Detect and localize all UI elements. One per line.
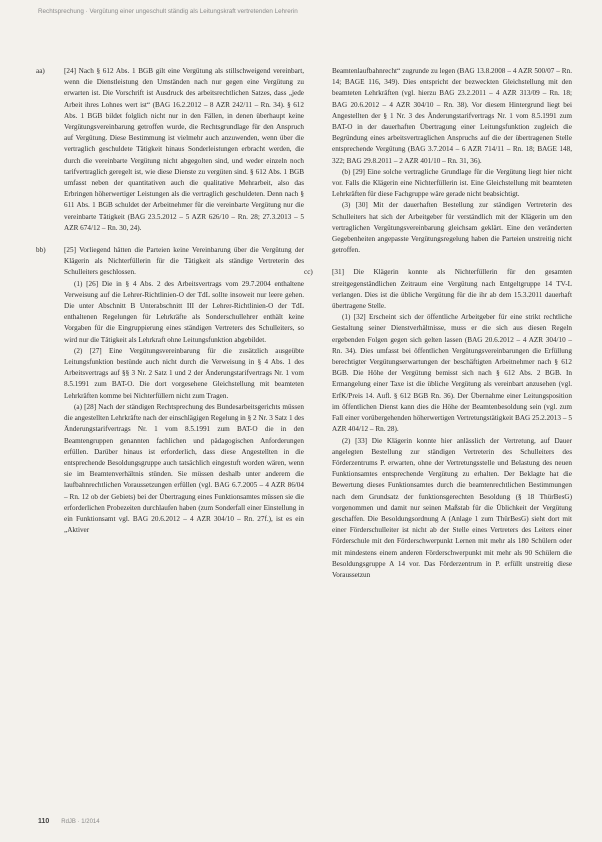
right-column	[304, 66, 572, 581]
section-label: aa)	[36, 67, 45, 75]
page-number: 110	[38, 818, 50, 825]
paragraph: Beamtenlaufbahnrecht“ zugrunde zu legen (BAG 13.8.2008 – 4 AZR 500/07 – Rn. 14; BAGE 116, 349). Dies entspricht der bezweckten Gleichstellung mit den beamteten Lehrkräften (vgl. hierzu BAG 23.2.2011 – 4 AZR 313/09 – Rn. 18; BAG 20.6.2012 – 4 AZR 304/10 – Rn. 38). Vor diesem Hintergrund liegt bei Angestellten der § 1 Nr. 3 des Änderungstarifvertrags Nr. 1 vom 8.5.1991 zum BAT-O in der dauerhaften Übertragung einer Leitungsfunktion zugleich die Begründung eines arbeitsvertraglichen Anspruchs auf die der übertragenen Stelle entsprechende Vergütung (BAG 3.7.2014 – 6 AZR 714/11 – Rn. 18; BAGE 148, 322; BAG 29.8.2011 – 2 AZR 401/10 – Rn. 31, 36).	[332, 67, 572, 165]
paragraph: (2) [33] Die Klägerin konnte hier anlässlich der Vertretung, auf Dauer angelegten Bestellung zur ständigen Vertreterin des Schulleiters des Förderzentrums P. erwarten, ohne der Vertretungsstelle und Belastung des neuen Funktionsamtes entsprechende Vergütung zu erhalten. Der Beklagte hat die Bewertung dieses Funktionsamtes durch die beamtenrechtlichen Bestimmungen nach dem Grundsatz der funktionsgerechten Besoldung (§ 18 ThürBesG) vorgenommen und damit nur seinen Maßstab für die Üblichkeit der Vergütung geschaffen. Die Besoldungsordnung A (Anlage 1 zum ThürBesG) sieht dort mit einer Förderschulleiter ist nicht ab der Stelle eines Vertreters des Leiters einer Förderschule mit den Förderschwerpunkt Lernen mit mehr als 180 Schülern oder mit mindestens einem anderen Förderschwerpunkt mit mehr als 90 Schülern die Besoldungsgruppe A 14 vor. Das Förderzentrum in P. erfüllt unstreitig diese Voraussetzun	[332, 436, 572, 579]
running-head: Rechtsprechung · Vergütung einer ungeschult ständig als Leitungskraft vertretenden Lehrerin	[38, 8, 298, 15]
paragraph: (2) [27] Eine Vergütungsvereinbarung für die zusätzlich ausgeübte Leitungsfunktion bestünde auch nicht durch die Verweisung in § 4 Abs. 1 des Arbeitsvertrags auf §§ 3 Nr. 2 Satz 1 und 2 der Änderungstarifvertrags Nr. 1 vom 8.5.1991 zum BAT-O. Die dort vorgesehene Gleichstellung mit beamteten Lehrkräften komme bei Nichterfüllern nicht zum Tragen.	[64, 346, 304, 400]
paragraph: (1) [32] Erscheint sich der öffentliche Arbeitgeber für eine strikt rechtliche Gestaltung seiner Dienstverhältnisse, muss er die sich aus diesen Regeln ergebenden Folgen gegen sich gelten lassen (BAG 20.6.2012 – 4 AZR 304/10 – Rn. 34). Dies umfasst bei öffentlichen Vergütungsvereinbarungen die Erfüllung berechtigter Vergütungserwartungen der beschäftigten Arbeitnehmer nach § 612 BGB. Die Höhe der Vergütung bemisst sich nach § 612 Abs. 2 BGB. In Ermangelung einer Taxe ist die übliche Vergütung als vereinbart anzusehen (vgl. ErfK/Preis 14. Aufl. § 612 BGB Rn. 36). Der Übernahme einer Leitungsposition im öffentlichen Dienst kann dies die Höhe der Beamtenbesoldung sein (vgl. zum Fall einer vorübergehenden höherwertigen Vertretungstätigkeit BAG 25.2.2013 – 5 AZR 404/12 – Rn. 28).	[332, 313, 572, 434]
paragraph: [24] Nach § 612 Abs. 1 BGB gilt eine Vergütung als stillschweigend vereinbart, wenn die Dienstleistung den Umständen nach nur gegen eine Vergütung zu erwarten ist. Die Vorschrift ist Ausdruck des arbeitsrechtlichen Satzes, dass „jede Arbeit ihres Lohnes wert ist“ (BAG 16.2.2012 – 8 AZR 242/11 – Rn. 34). § 612 Abs. 1 BGB bildet folglich nicht nur in den Fällen, in denen überhaupt keine Vergütungsvereinbarung getroffen wurde, die Rechtsgrundlage für den Anspruch auf Vergütung. Diese Bestimmung ist vielmehr auch anzuwenden, wenn über die vertraglich geschuldete Tätigkeit hinaus Sonderleistungen erbracht werden, die durch die vereinbarte Vergütung nicht abgegolten sind, und weder einzeln noch tarifvertraglich geregelt ist, wie diese Dienste zu vergüten sind. § 612 Abs. 1 BGB umfasst neben der quantitativen auch die qualitative Mehrarbeit, also das Erbringen höherwertiger Leistungen als die vertraglich geschuldeten. Denn nach § 611 Abs. 1 BGB schuldet der Arbeitnehmer für die vereinbarte Vergütung nur die vereinbarte Tätigkeit (BAG 23.5.2012 – 5 AZR 626/10 – Rn. 28; 27.3.2013 – 5 AZR 674/12 – Rn. 30, 24).	[64, 67, 304, 232]
section-label: cc)	[304, 268, 313, 277]
left-column	[36, 66, 304, 536]
paragraph: (1) [26] Die in § 4 Abs. 2 des Arbeitsvertrags vom 29.7.2004 enthaltene Verweisung auf die Lehrer-Richtlinien-O der TdL sollte insoweit nur leere gehen. Die unter Abschnitt B Unterabschnitt III der Lehrer-Richtlinien-O der TdL enthaltenen Regelungen für Lehrkräfte als Sonderschullehrer enthält keine Vorgaben für die Eingruppierung eines ständigen Vertreters des Schulleiters, so wird nur die Tätigkeit als Lehrkraft ohne Leitungsfunktion abgebildet.	[64, 279, 304, 344]
section-cc	[304, 267, 572, 581]
section-aa	[36, 66, 304, 234]
paragraph: (b) [29] Eine solche vertragliche Grundlage für die Vergütung liegt hier nicht vor. Falls die Klägerin eine Nichterfüllerin ist. Eine Gleichstellung mit beamteten Lehrkräften für diese Fachgruppe wäre gerade nicht beabsichtigt.	[332, 167, 572, 199]
journal-reference: RdJB · 1/2014	[61, 819, 100, 825]
page-footer	[38, 818, 100, 825]
section-label: bb)	[36, 246, 46, 255]
paragraph: (a) [28] Nach der ständigen Rechtsprechung des Bundesarbeitsgerichts müssen die angestellten Lehrkräfte nach der einschlägigen Regelung in § 2 Nr. 3 Satz 1 des Änderungstarifvertrags Nr. 1 vom 8.5.1991 zum BAT-O die in den Beamtengruppen genannten fachlichen und pädagogischen Anforderungen erfüllen. Darüber hinaus ist erforderlich, dass diese Angestellten in die entsprechende Besoldungsgruppe auch tatsächlich eingestuft worden wären, wenn sie im Beamtenverhältnis stünden. Sie müssen deshalb unter anderem die laufbahnrechtlichen Voraussetzungen erfüllen (vgl. BAG 6.7.2005 – 4 AZR 86/04 – Rn. 12 ob der Gebiets) bei der Übertragung eines Funktionsamtes müssen sie die erforderlichen Probezeiten durchlaufen haben (zum Sonderfall einer Einstellung in ein Funktionsamt vgl. BAG 20.6.2012 – 4 AZR 304/10 – Rn. 27f.), ist es ein „Aktiver	[64, 402, 304, 535]
paragraph: [31] Die Klägerin konnte als Nichterfüllerin für den gesamten streitgegenständlichen Zeitraum eine Vergütung nach Entgeltgruppe 14 TV-L verlangen. Dies ist die übliche Vergütung für die ihr ab dem 15.3.2011 dauerhaft übertragene Stelle.	[332, 268, 572, 311]
section-continuation	[332, 66, 572, 256]
paragraph: [25] Vorliegend hätten die Parteien keine Vereinbarung über die Vergütung der Klägerin als Nichterfüllerin für die Tätigkeit als ständige Vertreterin des Schulleiters geschlossen.	[64, 246, 304, 277]
section-bb	[36, 245, 304, 536]
paragraph: (3) [30] Mit der dauerhaften Bestellung zur ständigen Vertreterin des Schulleiters hat sich der Arbeitgeber für verständlich mit der Klägerin um den vertraglichen Vergütungsvereinbarung gleichsam geklärt. Eine den veränderten Gegebenheiten angepasste Vergütungsregelung haben die Parteien unstreitig nicht getroffen.	[332, 201, 572, 255]
